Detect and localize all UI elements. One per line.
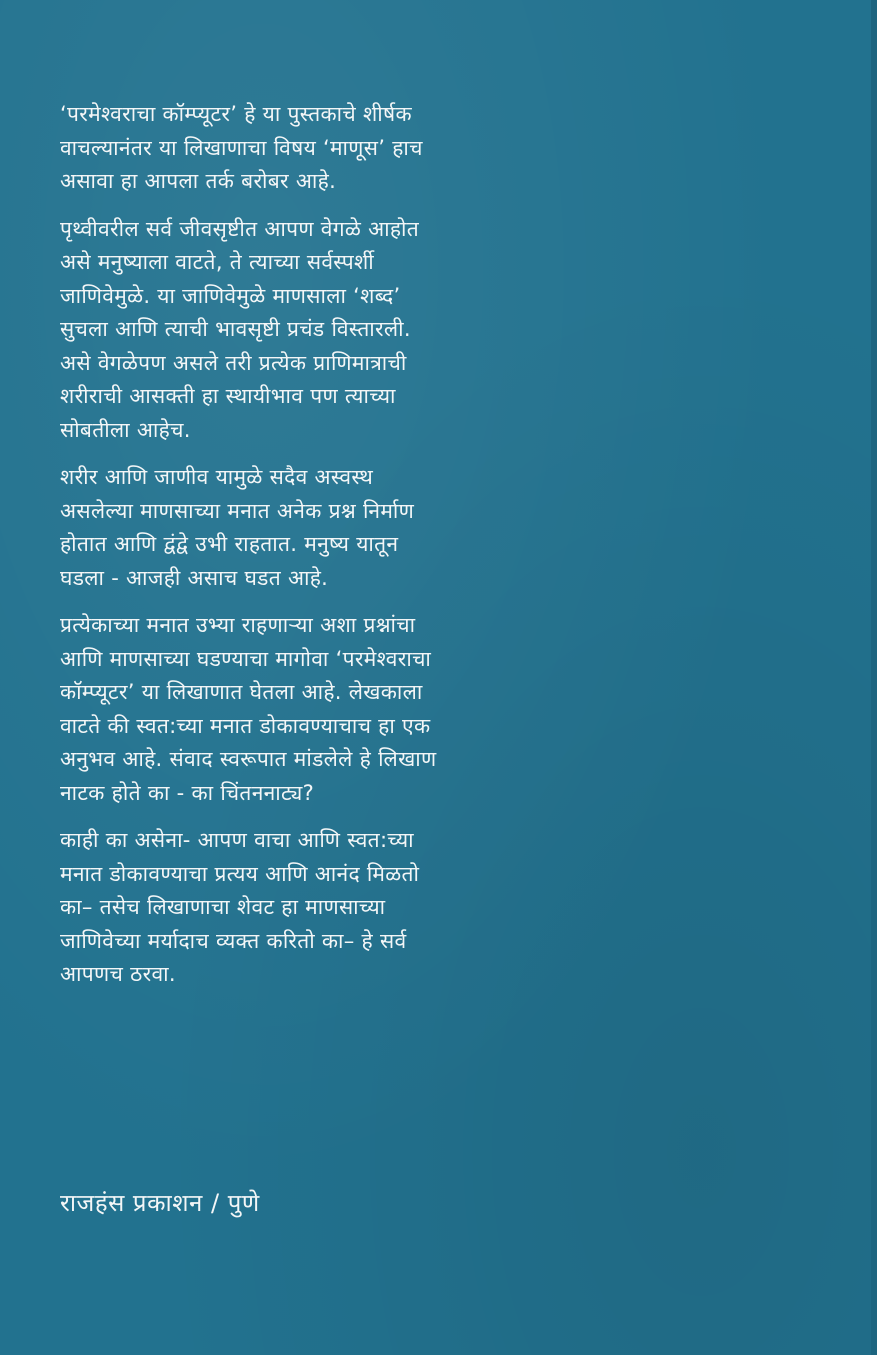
blurb-line: सुचला आणि त्याची भावसृष्टी प्रचंड विस्तारली.: [60, 317, 411, 341]
blurb-line: पृथ्वीवरील सर्व जीवसृष्टीत आपण वेगळे आहोत: [60, 216, 420, 241]
blurb-line: प्रत्येकाच्या मनात उभ्या राहणाऱ्या अशा प्रश्नांचा: [60, 613, 416, 637]
blurb-line: मनात डोकावण्याचा प्रत्यय आणि आनंद मिळतो: [60, 861, 420, 886]
blurb-paragraph: [60, 213, 560, 448]
blurb-line: नाटक होते का - का चिंतननाट्य?: [60, 780, 315, 805]
blurb-paragraph: [60, 609, 560, 810]
blurb-line: असे वेगळेपण असले तरी प्रत्येक प्राणिमात्राची: [60, 350, 407, 375]
blurb-line: घडला - आजही असाच घडत आहे.: [60, 565, 329, 590]
blurb-line: आणि माणसाच्या घडण्याचा मागोवा ‘परमेश्वराचा: [60, 646, 432, 671]
blurb-line: असलेल्या माणसाच्या मनात अनेक प्रश्न निर्माण: [60, 498, 415, 523]
blurb-line: ‘परमेश्वराचा कॉम्प्यूटर’ हे या पुस्तकाचे शीर्षक: [60, 102, 412, 126]
blurb-line: असे मनुष्याला वाटते, ते त्याच्या सर्वस्पर्शी: [60, 250, 375, 274]
blurb-line: जाणिवेमुळे. या जाणिवेमुळे माणसाला ‘शब्द’: [60, 283, 401, 308]
blurb-line: कॉम्प्यूटर’ या लिखाणात घेतला आहे. लेखकाला: [60, 680, 423, 704]
blurb-line: शरीराची आसक्ती हा स्थायीभाव पण त्याच्या: [60, 384, 396, 408]
blurb-paragraph: [60, 824, 560, 992]
blurb-line: होतात आणि द्वंद्वे उभी राहतात. मनुष्य यातून: [60, 532, 399, 556]
blurb-line: सोबतीला आहेच.: [60, 417, 191, 442]
blurb-line: असावा हा आपला तर्क बरोबर आहे.: [60, 169, 337, 193]
cover-edge: [871, 0, 877, 1355]
publisher-imprint: राजहंस प्रकाशन / पुणे: [60, 1189, 260, 1217]
blurb-line: अनुभव आहे. संवाद स्वरूपात मांडलेले हे लिखाण: [60, 747, 437, 771]
blurb-paragraph: [60, 98, 560, 199]
blurb-line: वाटते की स्वत:च्या मनात डोकावण्याचाच हा एक: [60, 713, 431, 738]
blurb-line: आपणच ठरवा.: [60, 962, 176, 986]
blurb-line: जाणिवेच्या मर्यादाच व्यक्त करितो का– हे सर्व: [60, 928, 407, 953]
blurb-paragraph: [60, 461, 560, 595]
blurb-line: का– तसेच लिखाणाचा शेवट हा माणसाच्या: [60, 895, 386, 919]
blurb-line: वाचल्यानंतर या लिखाणाचा विषय ‘माणूस’ हाच: [60, 135, 423, 160]
blurb-line: काही का असेना- आपण वाचा आणि स्वत:च्या: [60, 828, 414, 852]
blurb: [60, 98, 560, 1006]
blurb-line: शरीर आणि जाणीव यामुळे सदैव अस्वस्थ: [60, 465, 374, 489]
